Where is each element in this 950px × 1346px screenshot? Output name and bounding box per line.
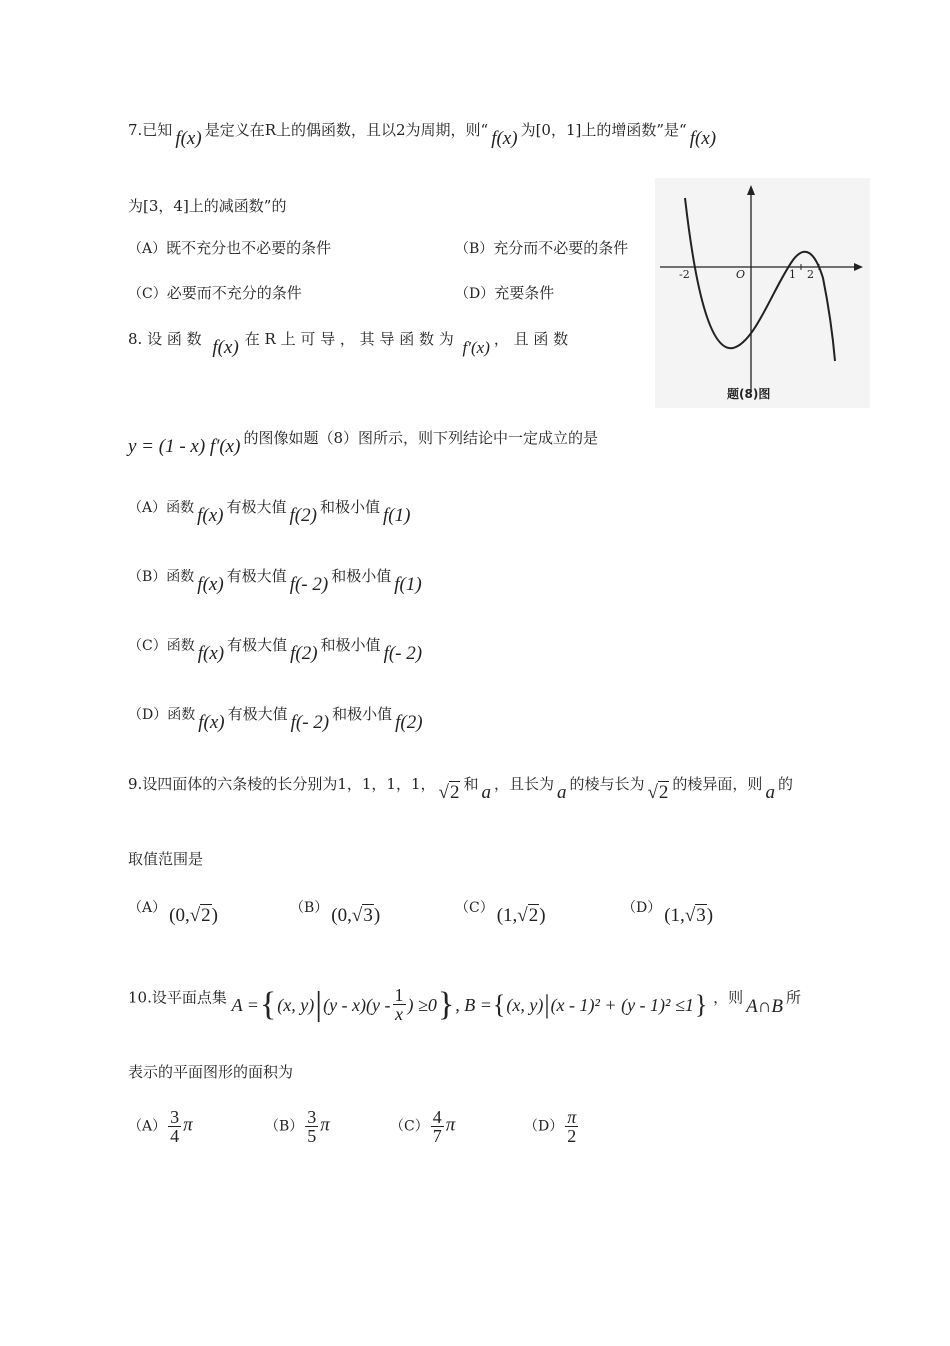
q8-option-c: （C）函数 f(x) 有极大值 f(2) 和极小值 f(- 2) (128, 636, 423, 664)
q7-option-b: （B）充分而不必要的条件 (455, 239, 629, 257)
q8-line1 (128, 329, 569, 358)
figure-caption: 题(8)图 (727, 387, 771, 401)
label-neg2: -2 (679, 268, 690, 281)
q10-option-d: （D） $\frac{\pi}{2}$ (524, 1107, 577, 1146)
q7-fx-3: f(x) (689, 128, 717, 149)
q7-text-2: 是定义在R上的偶函数，且以2为周期，则“ (204, 121, 489, 139)
q7-option-a: （A）既不充分也不必要的条件 (128, 239, 332, 257)
q10-option-c: （C） $\frac{4}{7}$ π (390, 1107, 456, 1146)
q9-option-d: （D） (1,√3) (622, 900, 714, 926)
q7-line2: 为[3，4]上的减函数”的 (128, 197, 287, 215)
q8-equation: y = (1 - x) f′(x) (128, 436, 241, 457)
q8-text-3: ， 且 函 数 (493, 330, 569, 348)
q10-line1: 10.设平面点集 A = { (x, y) | (y - x)(y - $\frac{1}{x}$ ) ≥0 } , B = { (x, y) | (x - 1)² + (y - 1)² ≤1 } ，则 A∩B 所 (128, 985, 802, 1024)
q8-fpx: f′(x) (462, 338, 490, 357)
q8-option-a: （A）函数 f(x) 有极大值 f(2) 和极小值 f(1) (128, 498, 411, 526)
q10-option-a: （A） $\frac{3}{4}$ π (128, 1107, 193, 1146)
sqrt-2-b: √2 (647, 782, 669, 803)
q7-text-1: 7.已知 (128, 121, 173, 139)
q8-line2 (128, 428, 598, 457)
q8-text-2: 在 R 上 可 导 ， 其 导 函 数 为 (244, 330, 454, 348)
q7-fx-1: f(x) (175, 128, 202, 149)
q9-option-a: （A） (0,√2) (128, 900, 218, 926)
y-axis-arrow-icon (747, 185, 755, 195)
q8-figure (655, 178, 870, 408)
q8-option-d: （D）函数 f(x) 有极大值 f(- 2) 和极小值 f(2) (128, 705, 423, 733)
x-axis-arrow-icon (854, 263, 863, 271)
q7-option-d: （D）充要条件 (455, 284, 555, 302)
q10-option-b: （B） $\frac{3}{5}$ π (265, 1107, 330, 1146)
q9-option-c: （C） (1,√2) (455, 900, 546, 926)
q9-option-b: （B） (0,√3) (290, 900, 381, 926)
q7-line1 (128, 120, 719, 149)
q9-line2: 取值范围是 (128, 850, 204, 868)
q8-option-b: （B）函数 f(x) 有极大值 f(- 2) 和极小值 f(1) (128, 567, 422, 595)
q7-text-3: 为[0，1]上的增函数”是“ (520, 121, 687, 139)
q10-line2: 表示的平面图形的面积为 (128, 1063, 294, 1081)
q8-text-1: 8. 设 函 数 (128, 330, 202, 348)
frac-one-over-x: $\frac{1}{x}$ (394, 985, 404, 1024)
q8-graph (655, 178, 870, 408)
label-two: 2 (807, 268, 814, 281)
label-origin: O (736, 268, 746, 281)
sqrt-2-a: √2 (438, 782, 460, 803)
q9-line1: 9.设四面体的六条棱的长分别为1，1，1，1， √2 和 a ，且长为 a 的棱与长为 √2 的棱异面，则 a 的 (128, 775, 793, 803)
q7-fx-2: f(x) (491, 128, 518, 149)
q7-option-c: （C）必要而不充分的条件 (128, 284, 302, 302)
q8-fx: f(x) (212, 337, 239, 358)
label-one: 1 (789, 268, 796, 281)
set-expression: A = { (x, y) | (y - x)(y - $\frac{1}{x}$ ) ≥0 } , B = { (x, y) | (x - 1)² + (y - 1)² ≤1 } (231, 985, 708, 1024)
q8-text-4: 的图像如题（8）图所示，则下列结论中一定成立的是 (243, 429, 598, 447)
